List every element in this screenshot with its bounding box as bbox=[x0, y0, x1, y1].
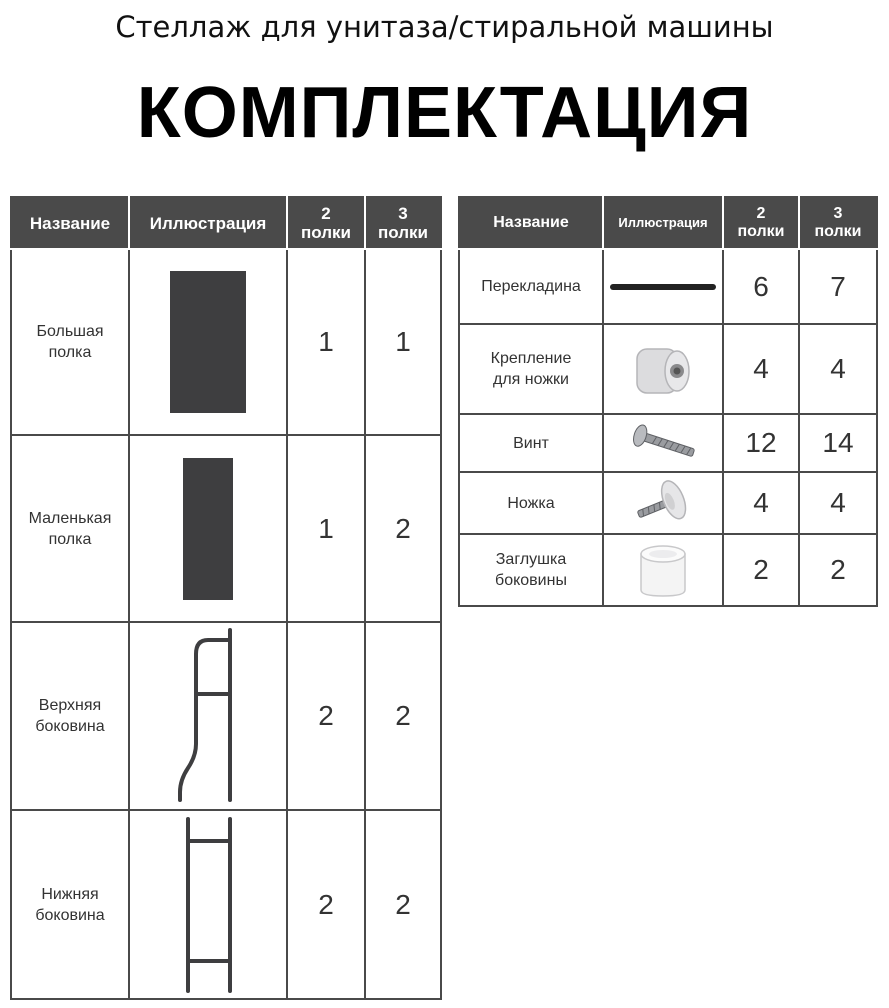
screw-icon bbox=[625, 421, 701, 465]
qty-3-shelves: 2 bbox=[365, 622, 441, 810]
table-row bbox=[11, 249, 441, 435]
column-header-2-shelves: 2 полки bbox=[723, 197, 799, 249]
column-header-illustration: Иллюстрация bbox=[129, 197, 287, 249]
qty-2-shelves: 2 bbox=[287, 810, 365, 999]
components-table-small bbox=[458, 196, 878, 607]
part-name: Ножка bbox=[459, 472, 603, 534]
lower-side-frame-icon bbox=[168, 817, 248, 993]
page-subtitle: Стеллаж для унитаза/стиральной машины bbox=[115, 10, 774, 44]
components-table-large bbox=[10, 196, 442, 1000]
column-header-3-shelves: 3 полки bbox=[799, 197, 877, 249]
qty-3-shelves: 2 bbox=[365, 435, 441, 622]
table-row bbox=[459, 414, 877, 472]
qty-3-shelves: 1 bbox=[365, 249, 441, 435]
part-name: Большая полка bbox=[11, 249, 129, 435]
qty-2-shelves: 1 bbox=[287, 435, 365, 622]
table-row bbox=[11, 810, 441, 999]
part-illustration bbox=[603, 534, 723, 606]
part-illustration bbox=[129, 249, 287, 435]
table-row bbox=[459, 324, 877, 414]
qty-2-shelves: 2 bbox=[723, 534, 799, 606]
part-name: Верхняя боковина bbox=[11, 622, 129, 810]
column-header-3-shelves: 3 полки bbox=[365, 197, 441, 249]
column-header-name: Название bbox=[11, 197, 129, 249]
qty-2-shelves: 12 bbox=[723, 414, 799, 472]
side-cap-icon bbox=[635, 540, 691, 600]
qty-2-shelves: 2 bbox=[287, 622, 365, 810]
part-name: Перекладина bbox=[459, 249, 603, 324]
qty-3-shelves: 4 bbox=[799, 324, 877, 414]
table-row bbox=[459, 534, 877, 606]
foot-icon bbox=[630, 477, 696, 529]
part-illustration bbox=[603, 249, 723, 324]
table-row bbox=[459, 249, 877, 324]
table-header-row bbox=[459, 197, 877, 249]
large-shelf-icon bbox=[168, 269, 248, 415]
upper-side-frame-icon bbox=[168, 628, 248, 804]
part-name: Заглушка боковины bbox=[459, 534, 603, 606]
column-header-illustration: Иллюстрация bbox=[603, 197, 723, 249]
part-illustration bbox=[129, 810, 287, 999]
qty-2-shelves: 4 bbox=[723, 472, 799, 534]
part-illustration bbox=[603, 324, 723, 414]
qty-3-shelves: 4 bbox=[799, 472, 877, 534]
part-illustration bbox=[129, 435, 287, 622]
qty-3-shelves: 2 bbox=[799, 534, 877, 606]
small-shelf-icon bbox=[181, 456, 235, 602]
qty-2-shelves: 6 bbox=[723, 249, 799, 324]
qty-3-shelves: 7 bbox=[799, 249, 877, 324]
part-name: Винт bbox=[459, 414, 603, 472]
part-name: Нижняя боковина bbox=[11, 810, 129, 999]
part-illustration bbox=[603, 472, 723, 534]
page-title: КОМПЛЕКТАЦИЯ bbox=[136, 73, 753, 153]
qty-3-shelves: 2 bbox=[365, 810, 441, 999]
column-header-name: Название bbox=[459, 197, 603, 249]
part-name: Маленькая полка bbox=[11, 435, 129, 622]
table-header-row bbox=[11, 197, 441, 249]
crossbar-icon bbox=[608, 281, 718, 293]
table-row bbox=[11, 622, 441, 810]
table-row bbox=[459, 472, 877, 534]
qty-3-shelves: 14 bbox=[799, 414, 877, 472]
part-illustration bbox=[129, 622, 287, 810]
qty-2-shelves: 1 bbox=[287, 249, 365, 435]
part-name: Крепление для ножки bbox=[459, 324, 603, 414]
part-illustration bbox=[603, 414, 723, 472]
column-header-2-shelves: 2 полки bbox=[287, 197, 365, 249]
table-row bbox=[11, 435, 441, 622]
foot-mount-icon bbox=[633, 339, 693, 399]
qty-2-shelves: 4 bbox=[723, 324, 799, 414]
